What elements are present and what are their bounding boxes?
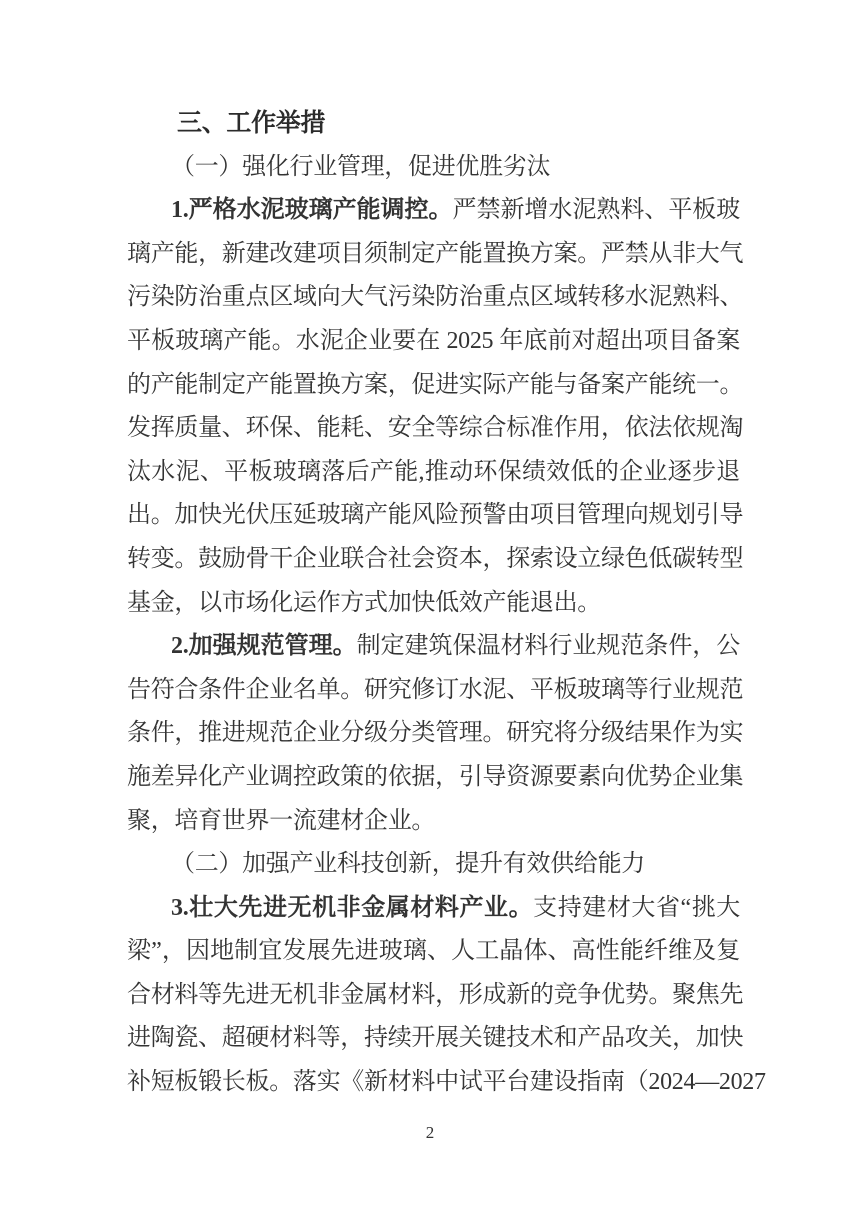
paragraph-2-line-5: 聚，培育世界一流建材企业。 — [127, 807, 436, 834]
paragraph-1-line-3: 污染防治重点区域向大气污染防治重点区域转移水泥熟料、 — [127, 284, 744, 311]
document-page-body — [127, 102, 766, 1105]
paragraph-1-lead: 1.严格水泥玻璃产能调控。 — [171, 197, 453, 224]
paragraph-3-line-1 — [127, 887, 740, 931]
paragraph-1-line-7: 汰水泥、平板玻璃落后产能,推动环保绩效低的企业逐步退 — [127, 458, 740, 485]
paragraph-3-line-5: 补短板锻长板。落实《新材料中试平台建设指南（2024—2027 — [127, 1069, 766, 1096]
paragraph-1-text: 严禁新增水泥熟料、平板玻 — [452, 197, 740, 224]
paragraph-2-line-3: 条件，推进规范企业分级分类管理。研究将分级结果作为实 — [127, 720, 744, 747]
paragraph-2-lead: 2.加强规范管理。 — [171, 633, 357, 660]
paragraph-2-line-4: 施差异化产业调控政策的依据，引导资源要素向优势企业集 — [127, 763, 744, 790]
paragraph-1-line-4: 平板玻璃产能。水泥企业要在 2025 年底前对超出项目备案 — [127, 327, 740, 354]
paragraph-1-line-2: 璃产能，新建改建项目须制定产能置换方案。严禁从非大气 — [127, 240, 744, 267]
section-heading: 三、工作举措 — [177, 109, 326, 137]
paragraph-1-line-10: 基金，以市场化运作方式加快低效产能退出。 — [127, 589, 601, 616]
paragraph-1-line-9: 转变。鼓励骨干企业联合社会资本，探索设立绿色低碳转型 — [127, 545, 744, 572]
paragraph-2-line-1 — [127, 625, 740, 669]
subsection-heading-2: （二）加强产业科技创新，提升有效供给能力 — [171, 851, 645, 878]
page-number: 2 — [425, 1123, 435, 1142]
paragraph-1-line-8: 出。加快光伏压延玻璃产能风险预警由项目管理向规划引导 — [127, 502, 744, 529]
paragraph-3-line-4: 进陶瓷、超硬材料等，持续开展关键技术和产品攻关，加快 — [127, 1025, 744, 1052]
paragraph-1-line-5: 的产能制定产能置换方案，促进实际产能与备案产能统一。 — [127, 371, 744, 398]
paragraph-1-line-1 — [127, 189, 740, 233]
paragraph-1-line-6: 发挥质量、环保、能耗、安全等综合标准作用，依法依规淘 — [127, 415, 744, 442]
paragraph-3-text: 支持建材大省“挑大 — [533, 894, 740, 921]
paragraph-2-line-2: 告符合条件企业名单。研究修订水泥、平板玻璃等行业规范 — [127, 676, 744, 703]
paragraph-2-text: 制定建筑保温材料行业规范条件，公 — [356, 633, 740, 660]
paragraph-3-line-3: 合材料等先进无机非金属材料，形成新的竞争优势。聚焦先 — [127, 981, 744, 1008]
paragraph-3-lead: 3.壮大先进无机非金属材料产业。 — [171, 894, 534, 921]
paragraph-3-line-2: 梁”，因地制宜发展先进玻璃、人工晶体、高性能纤维及复 — [127, 938, 740, 965]
subsection-heading-1: （一）强化行业管理，促进优胜劣汰 — [171, 153, 551, 180]
